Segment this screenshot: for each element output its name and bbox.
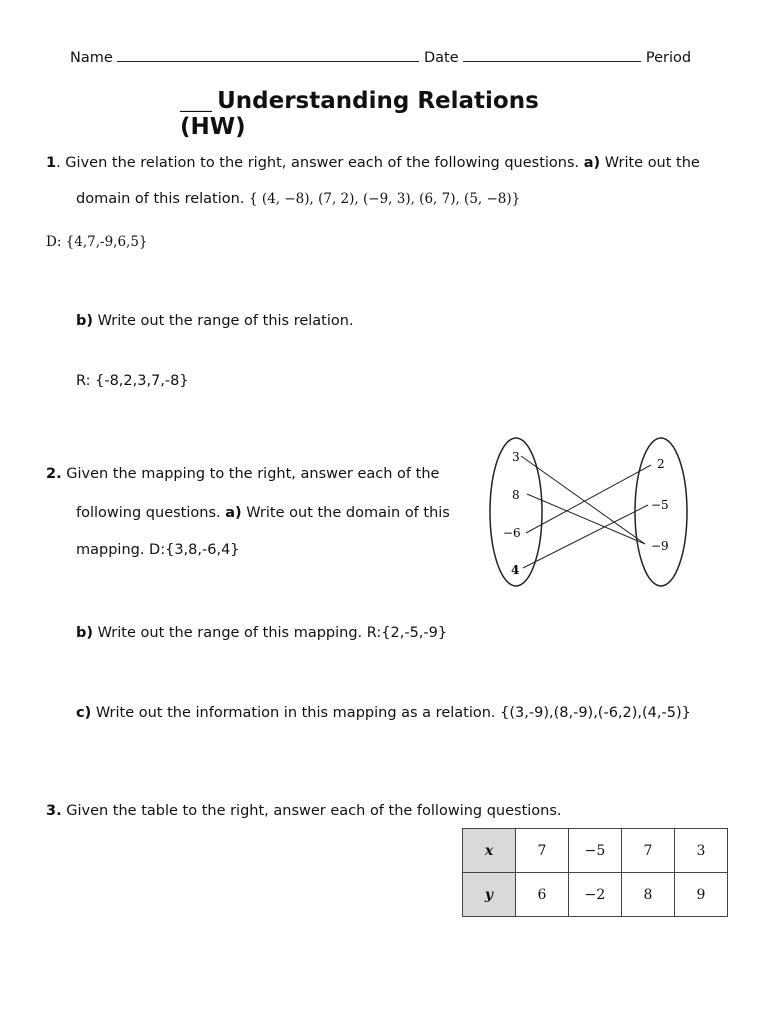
q2-part-a-label: a) [225, 505, 242, 521]
range-value-1: 2 [657, 457, 665, 471]
domain-value-2: 8 [512, 488, 520, 502]
x-cell: −5 [569, 829, 622, 873]
q1-line-2 [76, 191, 756, 207]
date-label: Date [424, 50, 459, 66]
q2-part-b-text: Write out the range of this mapping. R:{2,-5,-9} [93, 625, 448, 641]
q2-part-c-text: Write out the information in this mapping as a relation. {(3,-9),(8,-9),(-6,2),(4,-5)} [91, 705, 691, 721]
name-blank[interactable] [117, 47, 419, 62]
xy-table [462, 828, 728, 917]
q2-part-b [76, 625, 447, 641]
x-cell: 3 [675, 829, 728, 873]
domain-value-1: 3 [512, 450, 520, 464]
y-cell: 9 [675, 873, 728, 917]
range-value-3: −9 [651, 539, 669, 553]
q1-answer-domain: D: {4,7,-9,6,5} [46, 234, 148, 250]
y-cell: −2 [569, 873, 622, 917]
period-label: Period [645, 50, 692, 66]
page-title [180, 88, 600, 140]
q2-part-b-label: b) [76, 625, 94, 641]
q2-text-a: Given the mapping to the right, answer each of the [61, 466, 440, 482]
q2-line-1 [46, 466, 466, 482]
table-row [463, 873, 728, 917]
x-header: x [463, 829, 516, 873]
q1-answer-range: R: {-8,2,3,7,-8} [76, 373, 189, 389]
q1-part-b-text: Write out the range of this relation. [93, 313, 354, 329]
q1-part-b-label: b) [76, 313, 94, 329]
range-value-2: −5 [651, 498, 669, 512]
q3-number: 3. [46, 803, 62, 819]
q1-text-c: domain of this relation. [76, 191, 245, 207]
x-cell: 7 [622, 829, 675, 873]
y-cell: 8 [622, 873, 675, 917]
q3-line [46, 803, 646, 819]
q2-text-b: following questions. [76, 505, 226, 521]
title-blank: ____ [180, 93, 212, 112]
q3-text: Given the table to the right, answer each of the following questions. [61, 803, 562, 819]
q1-relation: { (4, −8), (7, 2), (−9, 3), (6, 7), (5, −8)} [249, 191, 521, 207]
header-line [70, 47, 710, 66]
q2-number: 2. [46, 466, 62, 482]
arrow-neg6-to-2 [526, 465, 651, 533]
q1-part-a-label: a) [583, 155, 601, 171]
x-cell: 7 [516, 829, 569, 873]
y-header: y [463, 873, 516, 917]
mapping-diagram [480, 430, 700, 596]
q1-part-b [76, 313, 354, 329]
q1-number: 1 [46, 155, 57, 171]
y-cell: 6 [516, 873, 569, 917]
date-blank[interactable] [463, 47, 641, 62]
arrow-3-to-neg9 [521, 456, 645, 544]
title-text: Understanding Relations (HW) [180, 88, 539, 140]
domain-value-4: 4 [511, 563, 520, 577]
q1-line-1 [46, 155, 746, 171]
name-label: Name [70, 50, 113, 66]
q1-text-b: Write out the [600, 155, 700, 171]
domain-value-3: −6 [503, 526, 521, 540]
q2-line-3: mapping. D:{3,8,-6,4} [76, 542, 240, 558]
q2-part-c [76, 705, 756, 721]
q2-part-c-label: c) [76, 705, 92, 721]
q2-line-2 [76, 505, 476, 521]
q1-text-a: . Given the relation to the right, answer each of the following questions. [56, 155, 584, 171]
q2-text-c: Write out the domain of this [241, 505, 450, 521]
table-row [463, 829, 728, 873]
